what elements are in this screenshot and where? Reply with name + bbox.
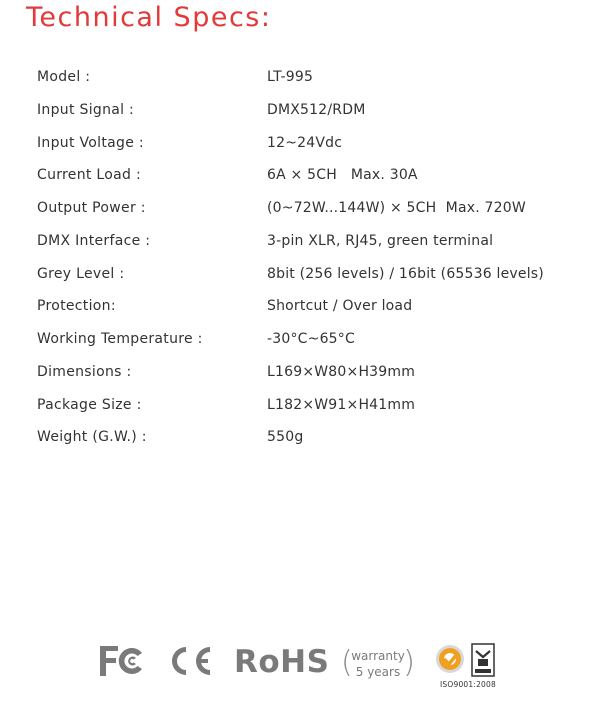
spec-row — [37, 166, 577, 199]
fcc-logo-icon — [98, 644, 148, 682]
spec-value: L169×W80×H39mm — [267, 363, 416, 380]
spec-label: DMX Interface : — [37, 232, 151, 249]
spec-row — [37, 265, 577, 298]
specs-table — [37, 68, 577, 461]
spec-label: Dimensions : — [37, 363, 132, 380]
spec-value: 3-pin XLR, RJ45, green terminal — [267, 232, 494, 249]
page-title: Technical Specs: — [26, 2, 272, 33]
spec-label: Output Power : — [37, 200, 146, 216]
spec-value: 550g — [267, 429, 304, 446]
iso-label: ISO9001:2008 — [440, 680, 496, 689]
spec-row — [37, 297, 577, 330]
warranty-badge — [343, 646, 413, 682]
spec-row — [37, 68, 577, 101]
bracket-right-icon: ) — [403, 645, 415, 680]
rohs-logo: RoHS — [234, 644, 330, 680]
bracket-left-icon: ( — [341, 645, 353, 680]
spec-value: Shortcut / Over load — [267, 298, 413, 315]
spec-value: (0~72W...144W) × 5CH Max. 720W — [267, 200, 526, 216]
ce-logo-icon — [168, 644, 214, 682]
spec-row — [37, 363, 577, 396]
spec-value: 8bit (256 levels) / 16bit (65536 levels) — [267, 265, 544, 282]
spec-label: Input Signal : — [37, 101, 135, 118]
spec-row — [37, 101, 577, 134]
spec-label: Model : — [37, 69, 91, 85]
sgs-ukas-logo-icon — [434, 642, 502, 680]
spec-row — [37, 232, 577, 265]
spec-row — [37, 134, 577, 167]
spec-label: Working Temperature : — [37, 331, 203, 347]
spec-label: Weight (G.W.) : — [37, 429, 147, 446]
spec-label: Current Load : — [37, 167, 141, 184]
spec-value: -30°C~65°C — [267, 331, 355, 347]
spec-row — [37, 396, 577, 429]
spec-value: L182×W91×H41mm — [267, 396, 416, 413]
spec-label: Protection: — [37, 298, 116, 315]
spec-row — [37, 199, 577, 232]
spec-row — [37, 428, 577, 461]
spec-label: Grey Level : — [37, 265, 125, 282]
warranty-label: warranty — [351, 649, 405, 663]
iso-certification — [434, 642, 502, 692]
spec-value: LT-995 — [267, 69, 314, 85]
certification-logos — [98, 638, 508, 694]
spec-value: 6A × 5CH Max. 30A — [267, 167, 418, 184]
warranty-years: 5 years — [355, 665, 401, 679]
spec-label: Input Voltage : — [37, 134, 144, 151]
spec-value: 12~24Vdc — [267, 134, 343, 151]
spec-label: Package Size : — [37, 396, 142, 413]
spec-row — [37, 330, 577, 363]
spec-value: DMX512/RDM — [267, 101, 366, 118]
